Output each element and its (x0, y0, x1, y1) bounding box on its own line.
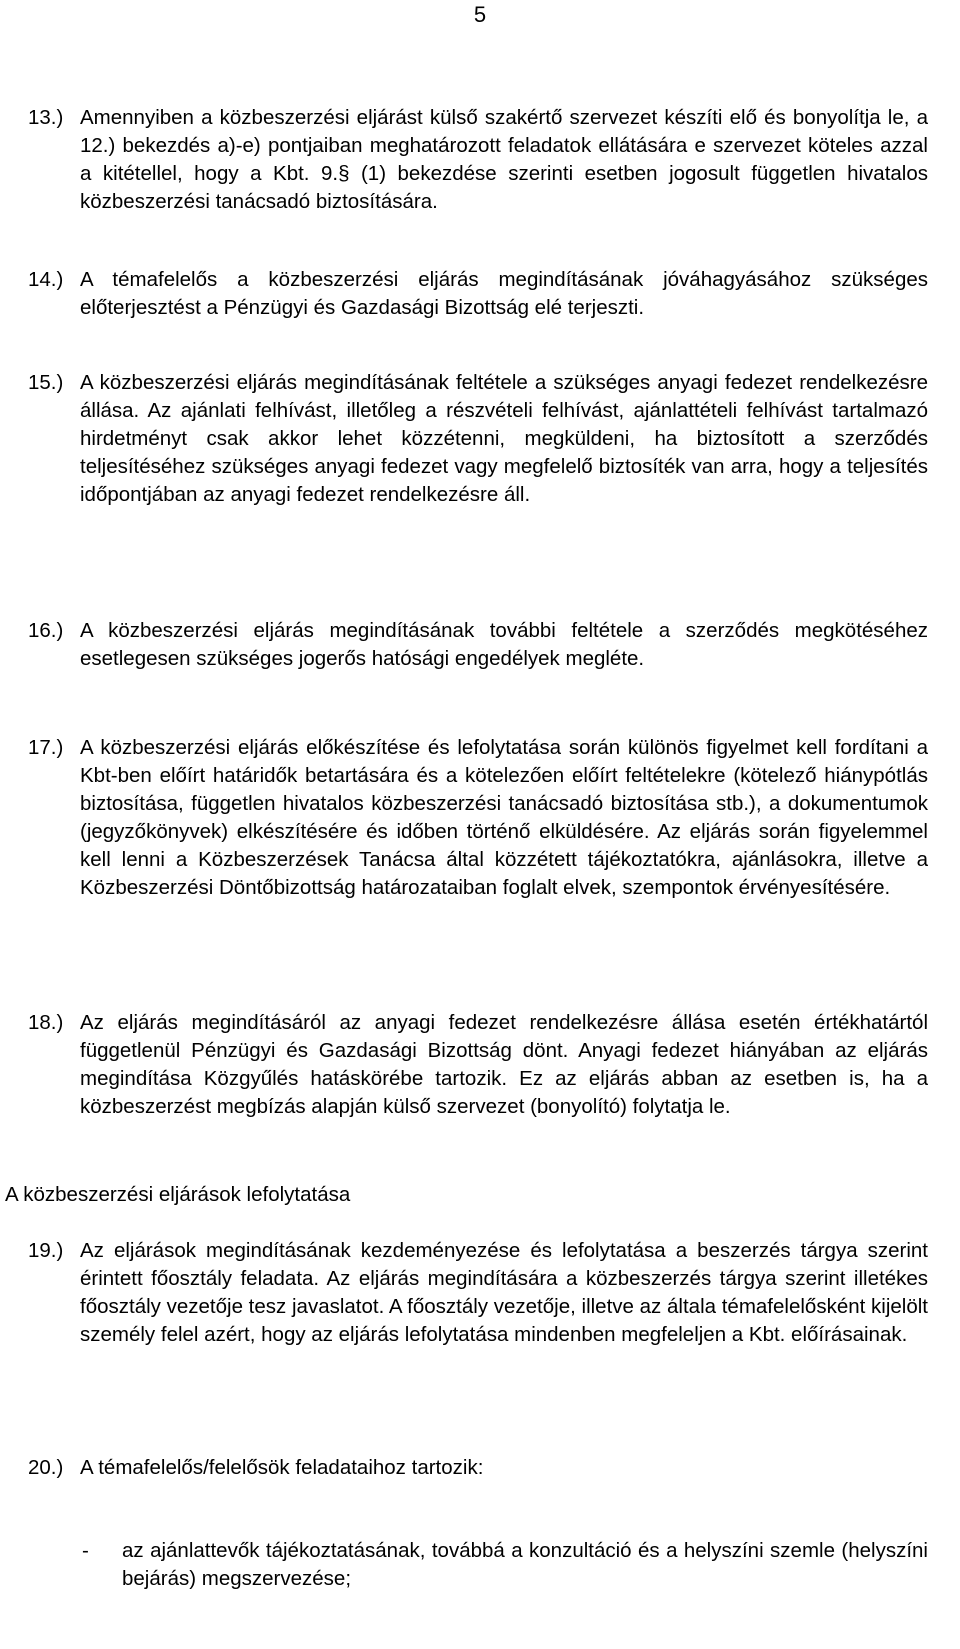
paragraph-text: Az eljárások megindításának kezdeményezése és lefolytatása a beszerzés tárgya szerint érintett főosztály feladata. Az eljárás megindítására a közbeszerzés tárgya szerint illetékes főosztály vezetője tesz javaslatot. A főosztály vezetője, illetve az általa témafelelősként kijelölt személy felel azért, hogy az eljárás lefolytatása mindenben megfeleljen a Kbt. előírásainak. (80, 1239, 928, 1346)
paragraph-text: Amennyiben a közbeszerzési eljárást külső szakértő szervezet készíti elő és bonyolítja le, a 12.) bekezdés a)-e) pontjaiban meghatározott feladatok ellátására e szervezet köteles azzal a kitétellel, hogy a Kbt. 9.§ (1) bekezdése szerinti esetben jogosult független hivatalos közbeszerzési tanácsadó biztosítására. (80, 106, 928, 213)
section-heading: A közbeszerzési eljárások lefolytatása (5, 1183, 351, 1206)
bullet-item (82, 1537, 928, 1593)
paragraph-number: 18.) (28, 1011, 64, 1034)
paragraph-13 (28, 104, 928, 216)
bullet-text: az ajánlattevők tájékoztatásának, továbbá a konzultáció és a helyszíni szemle (helyszíni bejárás) megszervezése; (122, 1539, 928, 1590)
paragraph-text: A témafelelős a közbeszerzési eljárás megindításának jóváhagyásához szükséges előterjesztést a Pénzügyi és Gazdasági Bizottság elé terjeszti. (80, 268, 928, 319)
paragraph-text: A közbeszerzési eljárás előkészítése és lefolytatása során különös figyelmet kell fordítani a Kbt-ben előírt határidők betartására és a kötelezően előírt feltételekre (kötelező hiánypótlás biztosítása, független hivatalos közbeszerzési tanácsadó biztosítása stb.), a dokumentumok (jegyzőkönyvek) elkészítésére és időben történő elküldésére. Az eljárás során figyelemmel kell lenni a Közbeszerzések Tanácsa által közzétett tájékoztatókra, ajánlásokra, illetve a Közbeszerzési Döntőbizottság határozataiban foglalt elvek, szempontok érvényesítésére. (80, 736, 928, 899)
paragraph-text: Az eljárás megindításáról az anyagi fedezet rendelkezésre állása esetén értékhatártól függetlenül Pénzügyi és Gazdasági Bizottság dönt. Anyagi fedezet hiányában az eljárás megindítása Közgyűlés hatáskörébe tartozik. Ez az eljárás abban az esetben is, ha a közbeszerzést megbízás alapján külső szervezet (bonyolító) folytatja le. (80, 1011, 928, 1118)
bullet-dash: - (82, 1539, 89, 1562)
paragraph-14 (28, 266, 928, 322)
paragraph-text: A közbeszerzési eljárás megindításának további feltétele a szerződés megkötéséhez esetlegesen szükséges jogerős hatósági engedélyek megléte. (80, 619, 928, 670)
paragraph-text: A témafelelős/felelősök feladataihoz tartozik: (80, 1456, 484, 1479)
paragraph-19 (28, 1237, 928, 1349)
paragraph-number: 17.) (28, 736, 64, 759)
paragraph-number: 15.) (28, 371, 64, 394)
paragraph-text: A közbeszerzési eljárás megindításának feltétele a szükséges anyagi fedezet rendelkezésre állása. Az ajánlati felhívást, illetőleg a részvételi felhívást, ajánlattételi felhívást tartalmazó hirdetményt csak akkor lehet közzétenni, megküldeni, ha biztosított a szerződés teljesítéséhez szükséges anyagi fedezet vagy megfelelő biztosíték van arra, hogy a teljesítés időpontjában az anyagi fedezet rendelkezésre áll. (80, 371, 928, 506)
paragraph-number: 14.) (28, 268, 64, 291)
paragraph-number: 19.) (28, 1239, 64, 1262)
page-number: 5 (473, 2, 487, 27)
paragraph-16 (28, 617, 928, 673)
paragraph-number: 20.) (28, 1456, 64, 1479)
paragraph-15 (28, 369, 928, 509)
paragraph-17 (28, 734, 928, 902)
paragraph-number: 16.) (28, 619, 64, 642)
paragraph-number: 13.) (28, 106, 64, 129)
paragraph-18 (28, 1009, 928, 1121)
paragraph-20 (28, 1454, 928, 1482)
